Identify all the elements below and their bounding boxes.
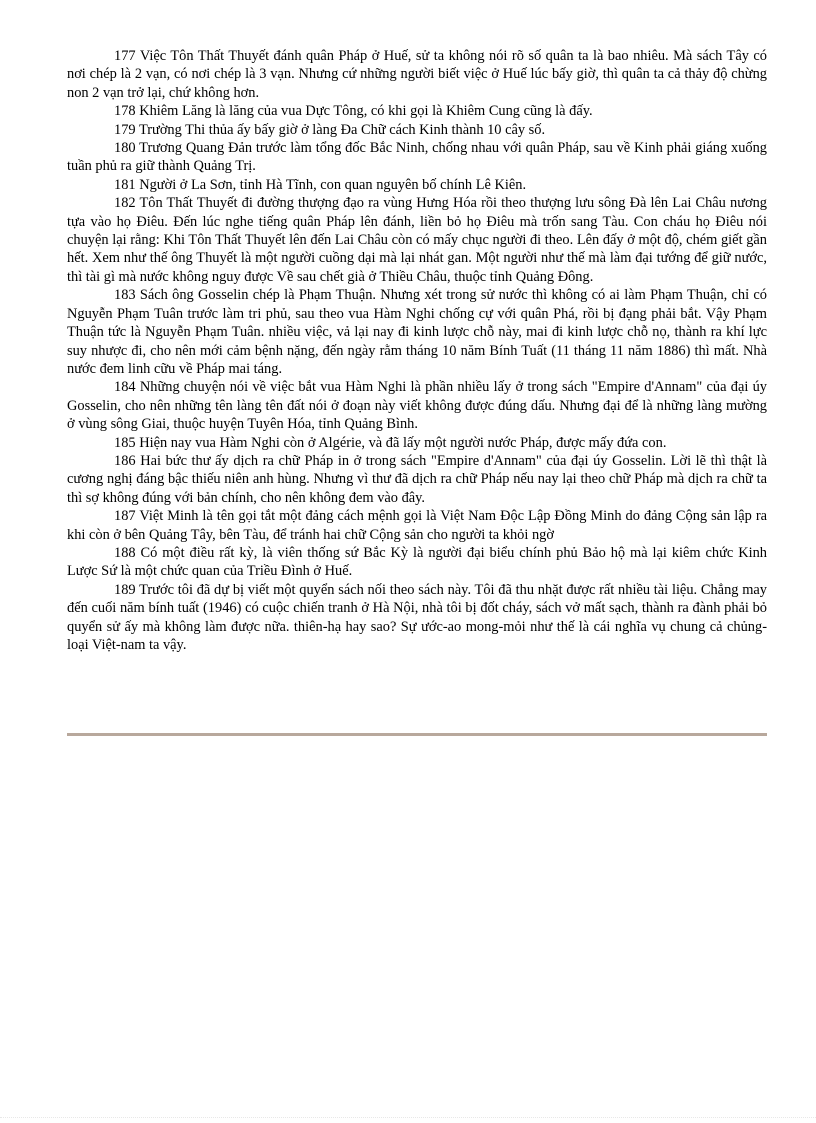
footnote-number: 180 — [114, 140, 136, 157]
footnote-number: 187 — [114, 508, 136, 525]
footnote-number: 179 — [114, 121, 136, 138]
footnote-number: 188 — [114, 544, 136, 561]
footnote-180 — [67, 139, 767, 176]
footnote-181 — [67, 176, 767, 194]
footnote-text: Tôn Thất Thuyết đi đường thượng đạo ra vùng Hưng Hóa rồi theo thượng lưu sông Đà lên Lai Châu nương tựa vào họ Điêu. Đến lúc nghe tiếng quân Pháp lên đánh, liền bỏ họ Điêu mà trốn sang Tàu. Con cháu họ Điêu nói chuyện lại rằng: Khi Tôn Thất Thuyết lên đến Lai Châu còn có mấy chục người đi theo. Lên đấy ở một độ, chém giết gần hết. Xem như thế ông Thuyết là một người cuồng dại mà lại nhát gan. Một người như thế mà làm đại tướng để giữ nước, thì tài gì mà nước không nguy được Về sau chết già ở Thiều Châu, thuộc tỉnh Quảng Đông. — [67, 195, 767, 285]
footnote-text: Sách ông Gosselin chép là Phạm Thuận. Nhưng xét trong sử nước thì không có ai làm Phạm Thuận, chỉ có Nguyễn Phạm Tuân trước làm tri phủ, sau theo vua Hàm Nghi chống cự với quân Phá, rồi bị đạng phải bắt. Vậy Phạm Thuận tức là Nguyễn Phạm Tuân. nhiều việc, vả lại nay đi kinh lược chỗ này, mai đi kinh lược chỗ nọ, thành ra khí lực suy nhược đi, cho nên mới cảm bệnh nặng, đến ngày rằm tháng 10 năm Bính Tuất (11 tháng 11 năm 1886) thì mất. Nhà nước đem linh cữu về Pháp mai táng. — [67, 287, 767, 377]
footnote-number: 189 — [114, 581, 136, 598]
footnote-text: Trước tôi đã dự bị viết một quyển sách nối theo sách này. Tôi đã thu nhặt được rất nhiều tài liệu. Chẳng may đến cuối năm bính tuất (1946) có cuộc chiến tranh ở Hà Nội, nhà tôi bị đốt cháy, sách vở mất sạch, thành ra đành phải bỏ quyển sử ấy mà không làm được nữa. thiên-hạ hay sao? Sự ước-ao mong-mỏi như thế là cái nghĩa vụ chung cả chủng-loại Việt-nam ta vậy. — [67, 581, 767, 653]
footnote-text: Những chuyện nói về việc bắt vua Hàm Nghi là phần nhiều lấy ở trong sách "Empire d'Annam" của đại úy Gosselin, cho nên những tên làng tên đất nói ở đoạn này viết không được đúng dấu. Nhưng đại để là những làng mường ở vùng sông Giai, thuộc huyện Tuyên Hóa, tỉnh Quảng Bình. — [67, 379, 767, 433]
footnote-text: Việt Minh là tên gọi tắt một đảng cách mệnh gọi là Việt Nam Độc Lập Đồng Minh do đảng Cộng sản lập ra khi còn ở bên Quảng Tây, bên Tàu, để tránh hai chữ Cộng sản cho người ta khỏi ngờ — [67, 508, 767, 543]
footnote-187 — [67, 507, 767, 544]
footnote-number: 184 — [114, 379, 136, 396]
footnote-number: 186 — [114, 452, 136, 469]
footnote-text: Hai bức thư ấy dịch ra chữ Pháp in ở trong sách "Empire d'Annam" của đại úy Gosselin. Lời lẽ thì thật là cương nghị đáng bậc thiếu niên anh hùng. Nhưng vì thư đã dịch ra chữ Pháp nếu nay lại theo chữ Pháp mà dịch ra chữ ta thì sợ không đúng với bản chính, cho nên không đem vào đây. — [67, 452, 767, 506]
footnote-186 — [67, 452, 767, 507]
footnote-177 — [67, 47, 767, 102]
footnote-189 — [67, 581, 767, 655]
footnote-text: Khiêm Lăng là lăng của vua Dực Tông, có khi gọi là Khiêm Cung cũng là đấy. — [139, 103, 593, 120]
page-bottom-edge — [0, 1117, 816, 1119]
footnote-183 — [67, 286, 767, 378]
footnote-number: 178 — [114, 103, 136, 120]
footnote-184 — [67, 378, 767, 433]
footnote-185 — [67, 434, 767, 452]
footnote-text: Hiện nay vua Hàm Nghi còn ở Algérie, và đã lấy một người nước Pháp, được mấy đứa con. — [139, 434, 667, 451]
footnote-text: Người ở La Sơn, tỉnh Hà Tĩnh, con quan nguyên bố chính Lê Kiên. — [139, 176, 527, 193]
footnote-text: Có một điều rất kỳ, là viên thống sứ Bắc Kỳ là người đại biểu chính phủ Bảo hộ mà lại kiêm chức Kinh Lược Sứ là một chức quan của Triều Đình ở Huế. — [67, 544, 767, 580]
footnote-182 — [67, 194, 767, 286]
footnote-number: 183 — [114, 287, 136, 304]
footnote-188 — [67, 544, 767, 581]
footnote-text: Trường Thi thủa ấy bấy giờ ở làng Đa Chữ cách Kinh thành 10 cây số. — [138, 121, 546, 138]
horizontal-rule — [67, 733, 767, 736]
footnote-text: Trương Quang Đản trước làm tổng đốc Bắc Ninh, chống nhau với quân Pháp, sau về Kinh phải giáng xuống tuần phủ ra giữ thành Quảng Trị. — [67, 140, 768, 175]
footnote-number: 185 — [114, 434, 136, 451]
footnote-179 — [67, 121, 767, 139]
footnotes-section — [67, 47, 767, 654]
footnote-number: 182 — [114, 195, 136, 212]
footnote-text: Việc Tôn Thất Thuyết đánh quân Pháp ở Huế, sử ta không nói rõ số quân ta là bao nhiêu. Mà sách Tây có nơi chép là 2 vạn, có nơi chép là 3 vạn. Nhưng cứ những người biết việc ở Huế lúc bấy giờ, thì quân ta cả thảy độ chừng non 2 vạn trở lại, chứ không hơn. — [67, 48, 767, 101]
footnote-178 — [67, 102, 767, 120]
footnote-number: 177 — [114, 48, 136, 64]
footnote-number: 181 — [114, 176, 136, 193]
